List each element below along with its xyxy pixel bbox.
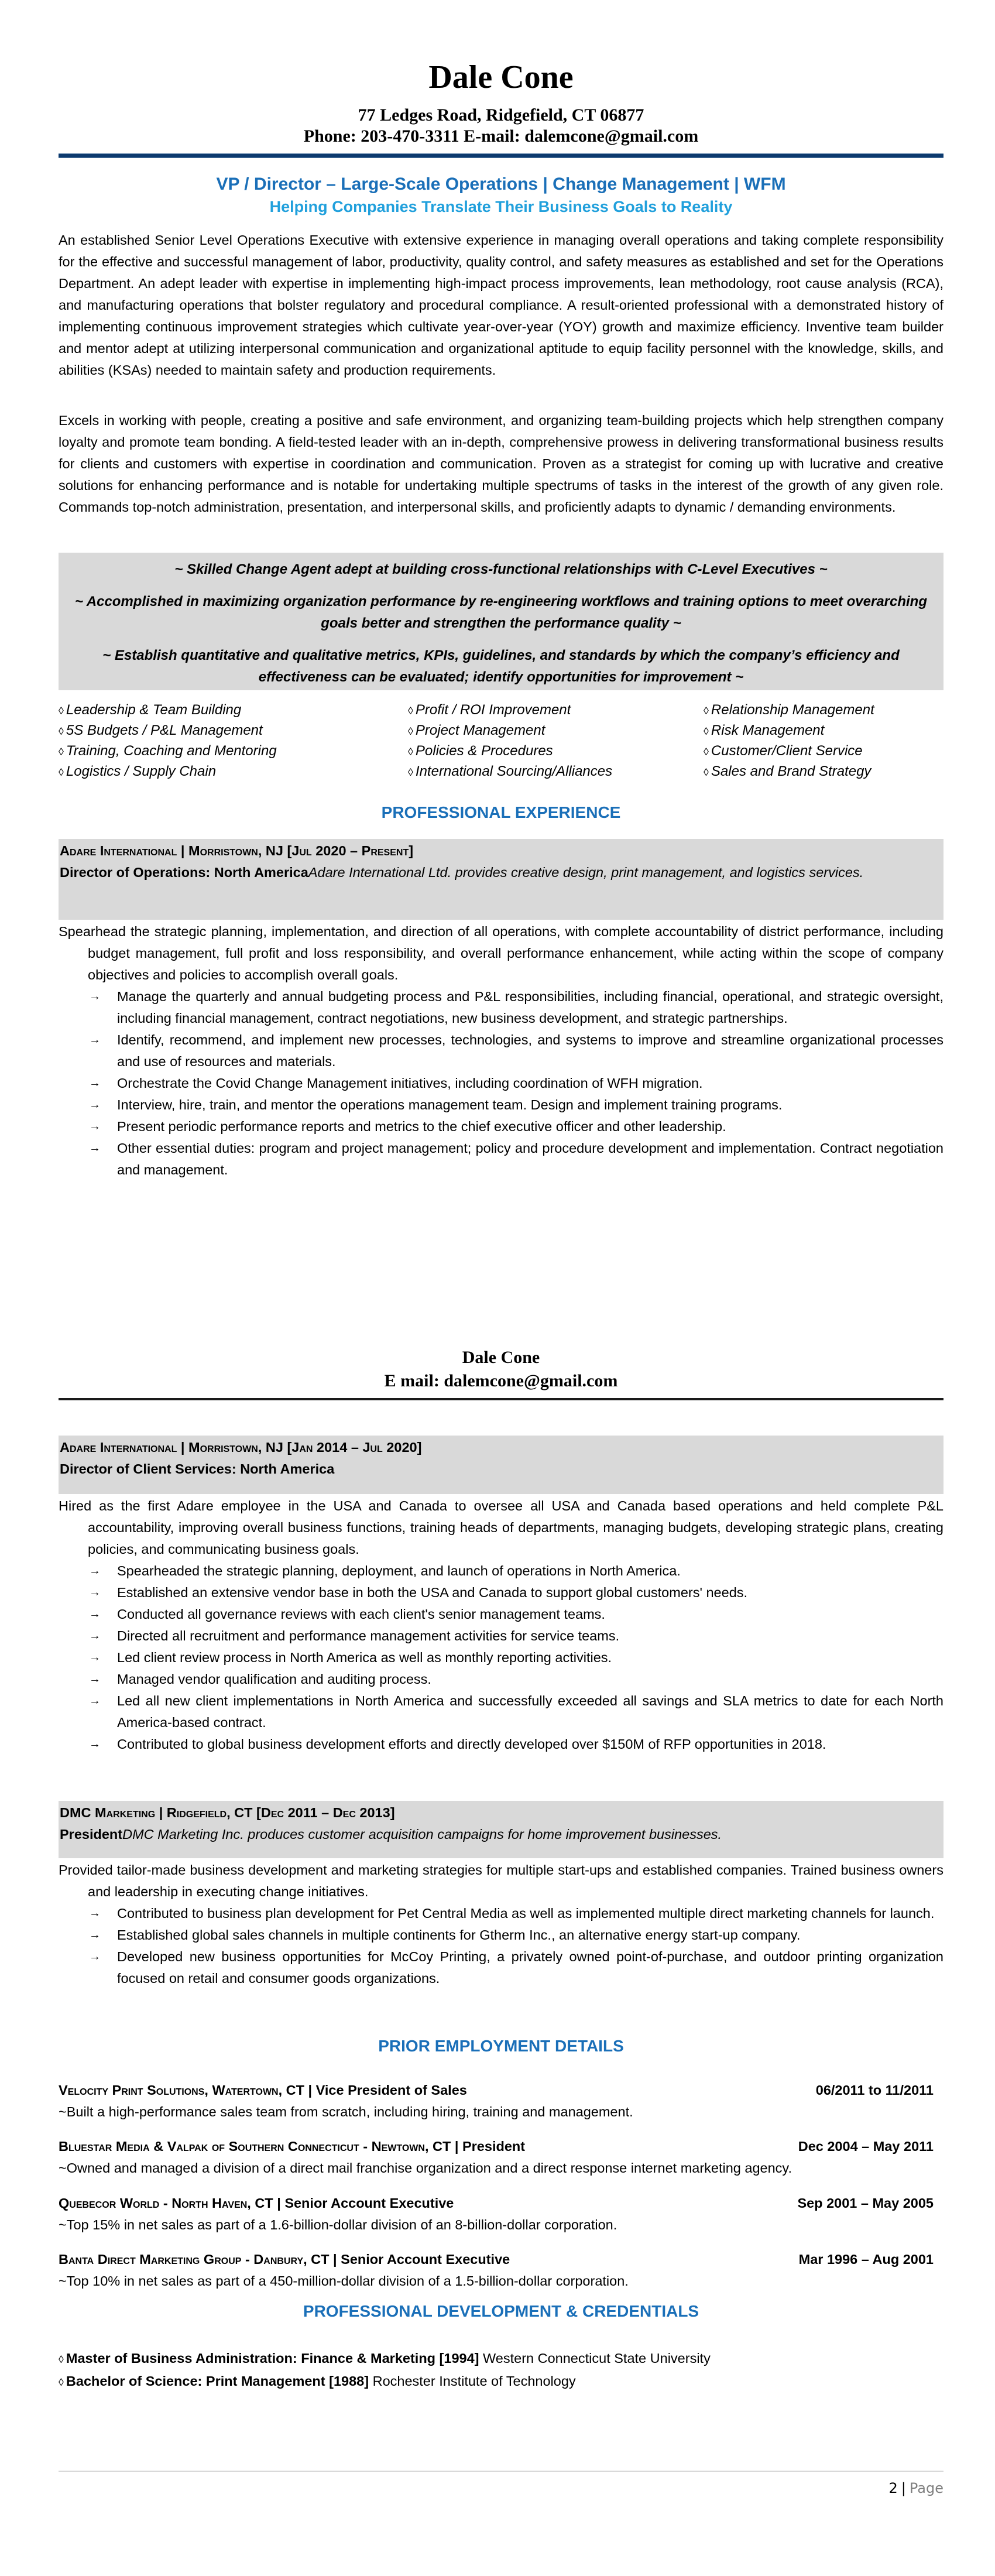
arrow-right-icon: →: [89, 1738, 101, 1751]
page2-divider: [59, 1398, 943, 1400]
arrow-right-icon: →: [89, 1077, 101, 1090]
job-heading: Adare International | Morristown, NJ [Jan 2014 – Jul 2020]: [60, 1440, 422, 1455]
job-1-content: [59, 921, 943, 1181]
job-bullet: → Manage the quarterly and annual budgeting process and P&L responsibilities, including financial, operational, and strategic oversight, including financial management, contract negotiations, new business development, and strategic partnerships.: [59, 986, 943, 1029]
diamond-bullet-icon: ◊: [704, 766, 709, 778]
job-title-line: [59, 862, 943, 883]
prior-role: Senior Account Executive: [341, 2252, 510, 2267]
diamond-bullet-icon: ◊: [59, 725, 64, 737]
arrow-right-icon: →: [89, 1950, 101, 1963]
job-summary: Spearhead the strategic planning, implementation, and direction of all operations, with complete accountability of district performance, including budget management, full profit and loss responsibility, and overall performance enhancement, while acting within the scope of company objectives and policies to accomplish overall goals.: [59, 924, 943, 982]
diamond-bullet-icon: ◊: [408, 705, 413, 717]
job-header-box: [59, 839, 943, 920]
contact-line: Phone: 203-470-3311 E-mail: dalemcone@gmail.com: [303, 126, 699, 146]
job-bullet: → Spearheaded the strategic planning, deployment, and launch of operations in North America.: [59, 1560, 943, 1582]
job-bullets: [59, 986, 943, 1181]
section-title-credentials: PROFESSIONAL DEVELOPMENT & CREDENTIALS: [303, 2302, 699, 2320]
job-3-content: [59, 1859, 943, 1989]
job-bullet: → Conducted all governance reviews with each client's senior management teams.: [59, 1604, 943, 1625]
prior-note: ~Owned and managed a division of a direct mail franchise organization and a direct response internet marketing agency.: [59, 2160, 792, 2176]
job-title-line: [59, 1824, 943, 1845]
highlights-box: [59, 553, 943, 690]
arrow-right-icon: →: [89, 1142, 101, 1155]
prior-job-row: [59, 2136, 934, 2157]
job-header-box: [59, 1436, 943, 1494]
job-title: Director of Operations: North America: [60, 865, 308, 880]
section-title-prior: PRIOR EMPLOYMENT DETAILS: [378, 2037, 624, 2055]
job-bullet: → Other essential duties: program and project management; policy and procedure development and implementation. Contract negotiation and management.: [59, 1138, 943, 1181]
job-title-line: [59, 1458, 943, 1480]
highlight-2: ~ Accomplished in maximizing organization performance by re-engineering workflows and training options to meet overarching goals better and strengthen the performance quality ~: [74, 594, 928, 631]
highlight-1: ~ Skilled Change Agent adept at building cross-functional relationships with C-Level Executives ~: [174, 561, 828, 577]
job-bullet: → Established global sales channels in multiple continents for Gtherm Inc., an alternative energy start-up company.: [59, 1924, 943, 1946]
credential-school: Rochester Institute of Technology: [372, 2373, 576, 2389]
diamond-bullet-icon: ◊: [408, 766, 413, 778]
prior-role: President: [462, 2139, 526, 2154]
candidate-name: Dale Cone: [428, 59, 574, 95]
job-heading: Adare International | Morristown, NJ [Jul 2020 – Present]: [60, 843, 414, 858]
header-divider: [59, 153, 943, 158]
job-bullet: → Established an extensive vendor base in both the USA and Canada to support global customers' needs.: [59, 1582, 943, 1604]
diamond-bullet-icon: ◊: [408, 725, 413, 737]
job-bullet: → Developed new business opportunities for McCoy Printing, a privately owned point-of-purchase, and outdoor printing organization focused on retail and consumer goods organizations.: [59, 1946, 943, 1989]
prior-job-heading: Bluestar Media & Valpak of Southern Connecticut - Newtown, CT | President: [59, 2139, 526, 2154]
section-title-experience: PROFESSIONAL EXPERIENCE: [381, 803, 621, 821]
prior-note: ~Top 10% in net sales as part of a 450-million-dollar division of a 1.5-billion-dollar corporation.: [59, 2273, 629, 2289]
diamond-bullet-icon: ◊: [59, 2354, 64, 2365]
arrow-right-icon: →: [89, 1928, 101, 1941]
job-bullet: → Led client review process in North America as well as monthly reporting activities.: [59, 1647, 943, 1669]
prior-company: Velocity Print Solutions, Watertown, CT: [59, 2082, 304, 2098]
page-footer: 2 | Page: [888, 2480, 943, 2496]
skill-item: ◊ 5S Budgets / P&L Management: [59, 722, 263, 738]
job-bullet: → Interview, hire, train, and mentor the operations management team. Design and implement training programs.: [59, 1094, 943, 1116]
tagline: Helping Companies Translate Their Business Goals to Reality: [269, 198, 733, 215]
diamond-bullet-icon: ◊: [704, 725, 709, 737]
page2-name: Dale Cone: [462, 1348, 540, 1367]
credential-school: Western Connecticut State University: [483, 2351, 711, 2366]
page-label: Page: [909, 2480, 943, 2496]
skills-grid: [59, 700, 943, 782]
job-bullets: [59, 1903, 943, 1989]
footer-divider: [59, 2471, 943, 2472]
skill-item: ◊ Risk Management: [704, 722, 825, 738]
prior-note: ~Top 15% in net sales as part of a 1.6-billion-dollar division of an 8-billion-dollar corporation.: [59, 2217, 617, 2232]
prior-dates: Dec 2004 – May 2011: [798, 2139, 934, 2154]
prior-job-heading: Velocity Print Solutions, Watertown, CT | Vice President of Sales: [59, 2082, 467, 2098]
prior-job-heading: Quebecor World - North Haven, CT | Senior Account Executive: [59, 2195, 454, 2211]
credential-degree: Bachelor of Science: Print Management [1988]: [66, 2373, 369, 2389]
skill-item: ◊ Leadership & Team Building: [59, 702, 242, 718]
prior-dates: Mar 1996 – Aug 2001: [798, 2252, 934, 2267]
highlight-3: ~ Establish quantitative and qualitative metrics, KPIs, guidelines, and standards by which the company’s efficiency and effectiveness can be evaluated; identify opportunities for improvement ~: [102, 648, 900, 685]
job-bullets: [59, 1560, 943, 1755]
job-title: Director of Client Services: North America: [60, 1461, 335, 1477]
prior-job-row: [59, 2193, 934, 2214]
page-number: 2: [888, 2480, 898, 2496]
job-heading: DMC Marketing | Ridgefield, CT [Dec 2011 – Dec 2013]: [60, 1805, 395, 1820]
address: 77 Ledges Road, Ridgefield, CT 06877: [358, 105, 644, 125]
job-bullet: → Led all new client implementations in North America and successfully exceeded all savings and SLA metrics to date for each North America-based contract.: [59, 1690, 943, 1734]
prior-role: Senior Account Executive: [284, 2195, 454, 2211]
arrow-right-icon: →: [89, 1673, 101, 1686]
diamond-bullet-icon: ◊: [408, 746, 413, 758]
skill-item: ◊ International Sourcing/Alliances: [408, 763, 613, 779]
skill-item: ◊ Relationship Management: [704, 702, 874, 718]
job-bullet: → Present periodic performance reports and metrics to the chief executive officer and other leadership.: [59, 1116, 943, 1138]
skill-item: ◊ Policies & Procedures: [408, 743, 553, 759]
credential-degree: Master of Business Administration: Finance & Marketing [1994]: [66, 2351, 479, 2366]
diamond-bullet-icon: ◊: [59, 705, 64, 717]
arrow-right-icon: →: [89, 1907, 101, 1920]
arrow-right-icon: →: [89, 1629, 101, 1642]
skill-item: ◊ Training, Coaching and Mentoring: [59, 743, 277, 759]
skill-item: ◊ Customer/Client Service: [704, 743, 863, 759]
job-bullet: → Directed all recruitment and performance management activities for service teams.: [59, 1625, 943, 1647]
page2-email: E mail: dalemcone@gmail.com: [384, 1371, 618, 1390]
prior-job-row: [59, 2080, 934, 2101]
job-title: President: [60, 1827, 123, 1842]
credential-item: [59, 2371, 943, 2393]
job-header-box: [59, 1801, 943, 1858]
arrow-right-icon: →: [89, 1564, 101, 1577]
prior-job-row: [59, 2249, 934, 2270]
skill-item: ◊ Sales and Brand Strategy: [704, 763, 872, 779]
job-summary: Provided tailor-made business development and marketing strategies for multiple start-ups and established companies. Trained business owners and leadership in executing change initiatives.: [59, 1862, 943, 1899]
diamond-bullet-icon: ◊: [704, 746, 709, 758]
skill-item: ◊ Logistics / Supply Chain: [59, 763, 217, 779]
summary-paragraph-2: Excels in working with people, creating a positive and safe environment, and organizing team-building projects which help strengthen company loyalty and promote team bonding. A field-tested leader with an in-depth, comprehensive prowess in delivering transformational business results for clients and customers with expertise in coordination and communication. Proven as a strategist for coming up with lucrative and creative solutions for enhancing performance and is notable for undertaking multiple spectrums of tasks in the interest of the growth of any given role. Commands top-notch administration, presentation, and interpersonal skills, and proficiently adapts to dynamic / demanding environments.: [59, 413, 943, 515]
prior-company: Quebecor World - North Haven, CT: [59, 2195, 273, 2211]
skill-item: ◊ Profit / ROI Improvement: [408, 702, 571, 718]
job-summary: Hired as the first Adare employee in the USA and Canada to oversee all USA and Canada based operations and held complete P&L accountability, improving overall business functions, training heads of departments, managing budgets, developing strategic plans, creating policies, and communicating business goals.: [59, 1498, 943, 1557]
company-description: Adare International Ltd. provides creative design, print management, and logistics services.: [308, 865, 864, 880]
diamond-bullet-icon: ◊: [59, 2376, 64, 2388]
prior-job-heading: Banta Direct Marketing Group - Danbury, CT | Senior Account Executive: [59, 2252, 510, 2267]
prior-company: Bluestar Media & Valpak of Southern Connecticut - Newtown, CT: [59, 2139, 451, 2154]
diamond-bullet-icon: ◊: [59, 746, 64, 758]
prior-company: Banta Direct Marketing Group - Danbury, CT: [59, 2252, 330, 2267]
arrow-right-icon: →: [89, 1651, 101, 1664]
arrow-right-icon: →: [89, 1694, 101, 1707]
arrow-right-icon: →: [89, 990, 101, 1003]
job-bullet: → Orchestrate the Covid Change Management initiatives, including coordination of WFH migration.: [59, 1073, 943, 1094]
prior-dates: 06/2011 to 11/2011: [815, 2082, 934, 2098]
job-bullet: → Contributed to business plan development for Pet Central Media as well as implemented multiple direct marketing channels for launch.: [59, 1903, 943, 1924]
prior-dates: Sep 2001 – May 2005: [797, 2195, 934, 2211]
arrow-right-icon: →: [89, 1098, 101, 1111]
arrow-right-icon: →: [89, 1608, 101, 1621]
job-bullet: → Contributed to global business development efforts and directly developed over $150M of RFP opportunities in 2018.: [59, 1734, 943, 1755]
summary-paragraph-1: An established Senior Level Operations Executive with extensive experience in managing overall operations and taking complete responsibility for the effective and successful management of labor, productivity, quality control, and safety measures as established and set for the Operations Department. An adept leader with expertise in implementing high-impact process improvements, lean methodology, root cause analysis (RCA), and manufacturing operations that bolster regulatory and procedural compliance. A result-oriented professional with a demonstrated history of implementing continuous improvement strategies which cultivate year-over-year (YOY) growth and maximize efficiency. Inventive team builder and mentor adept at utilizing interpersonal communication and organizational aptitude to equip facility personnel with the knowledge, skills, and abilities (KSAs) needed to maintain safety and production requirements.: [59, 232, 943, 378]
diamond-bullet-icon: ◊: [704, 705, 709, 717]
arrow-right-icon: →: [89, 1586, 101, 1599]
company-description: DMC Marketing Inc. produces customer acquisition campaigns for home improvement businesses.: [122, 1827, 722, 1842]
prior-note: ~Built a high-performance sales team from scratch, including hiring, training and management.: [59, 2104, 633, 2119]
arrow-right-icon: →: [89, 1033, 101, 1046]
job-2-content: [59, 1495, 943, 1755]
skill-item: ◊ Project Management: [408, 722, 545, 738]
credential-item: [59, 2348, 943, 2371]
prior-role: Vice President of Sales: [315, 2082, 467, 2098]
diamond-bullet-icon: ◊: [59, 766, 64, 778]
headline: VP / Director – Large-Scale Operations | Change Management | WFM: [216, 174, 786, 194]
job-bullet: → Managed vendor qualification and auditing process.: [59, 1669, 943, 1690]
job-bullet: → Identify, recommend, and implement new processes, technologies, and systems to improve and streamline organizational processes and use of resources and materials.: [59, 1029, 943, 1073]
arrow-right-icon: →: [89, 1120, 101, 1133]
